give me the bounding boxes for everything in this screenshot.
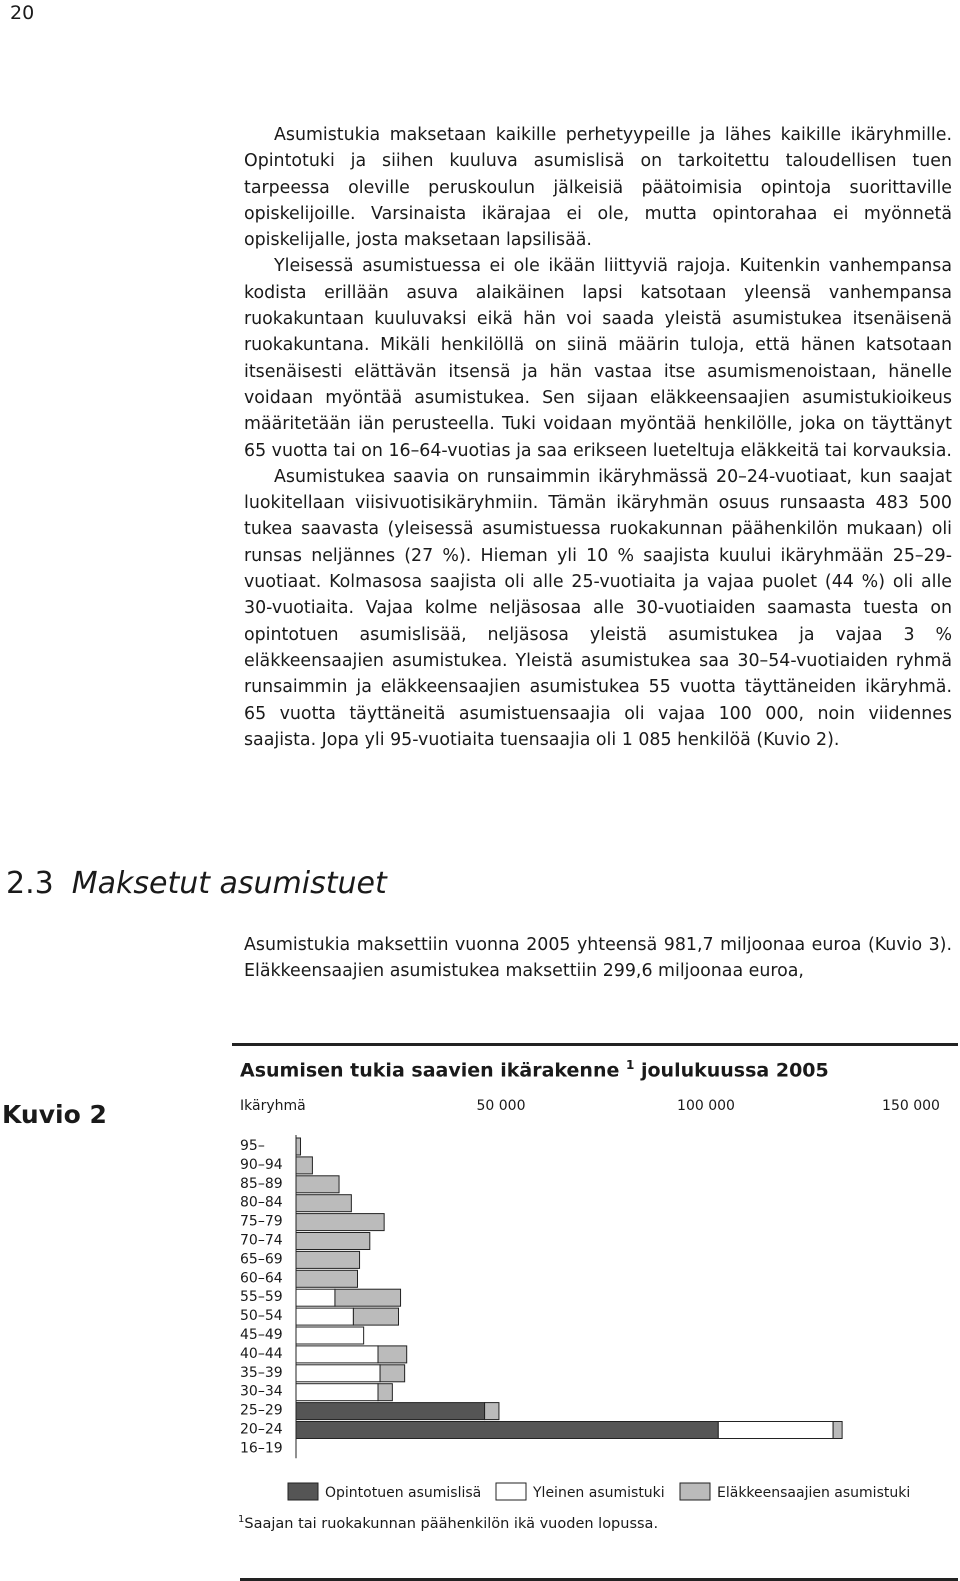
- section-paragraph: Asumistukia maksettiin vuonna 2005 yhteensä 981,7 miljoonaa euroa (Kuvio 3). Eläkkeensaajien asumistukea maksettiin 299,6 miljoonaa euroa,: [244, 935, 952, 982]
- category-label: 60–64: [240, 1270, 283, 1287]
- category-label: 20–24: [240, 1421, 283, 1438]
- bar: [296, 1365, 380, 1382]
- category-label: 90–94: [240, 1156, 283, 1173]
- category-label: 85–89: [240, 1175, 283, 1192]
- page-number: 20: [10, 2, 35, 24]
- bar: [296, 1138, 301, 1155]
- category-label: 30–34: [240, 1383, 283, 1400]
- bar: [296, 1384, 378, 1401]
- bar: [718, 1422, 833, 1439]
- category-label: 55–59: [240, 1289, 283, 1306]
- figure-title-text: Asumisen tukia saavien ikärakenne: [240, 1059, 620, 1082]
- bar: [296, 1289, 335, 1306]
- bar: [296, 1346, 378, 1363]
- bar: [485, 1403, 499, 1420]
- category-label: 16–19: [240, 1440, 283, 1457]
- category-label: 50–54: [240, 1308, 283, 1325]
- category-label: 95–: [240, 1138, 265, 1154]
- bar: [296, 1233, 370, 1250]
- bar: [380, 1365, 405, 1382]
- legend-swatch: [680, 1483, 710, 1500]
- bar: [296, 1176, 339, 1193]
- category-label: 75–79: [240, 1213, 283, 1230]
- bar: [833, 1422, 842, 1439]
- bar: [296, 1214, 384, 1231]
- legend-label: Eläkkeensaajien asumistuki: [717, 1485, 911, 1501]
- bar: [378, 1384, 392, 1401]
- paragraph-1: Asumistukia maksetaan kaikille perhetyypeille ja lähes kaikille ikäryhmille. Opintotuki ja siihen kuuluva asumislisä on tarkoitettu taloudellisen tuen tarpeessa oleville peruskoulun jälkeisiä päätoimisia opintoja suorittaville opiskelijoille. Varsinaista ikärajaa ei ole, mutta opintorahaa ei myönnetä opiskelijalle, josta maksetaan lapsilisää.: [244, 125, 952, 251]
- category-label: 70–74: [240, 1232, 283, 1249]
- legend-swatch: [496, 1483, 526, 1500]
- x-tick-label: 100 000: [677, 1098, 735, 1114]
- footnote-sup: 1: [238, 1514, 245, 1525]
- section-title: Maksetut asumistuet: [71, 866, 387, 901]
- category-label: 35–39: [240, 1364, 283, 1381]
- x-tick-label: 50 000: [476, 1098, 526, 1114]
- category-axis-label: Ikäryhmä: [240, 1098, 306, 1114]
- bar: [378, 1346, 407, 1363]
- bar: [296, 1270, 358, 1287]
- bar: [296, 1195, 351, 1212]
- paragraph-2: Yleisessä asumistuessa ei ole ikään liittyviä rajoja. Kuitenkin vanhempansa kodista erillään asuva alaikäinen lapsi katsotaan yleensä vanhempansa ruokakuntaan kuuluvaksi eikä hän voi saada yleistä asumistukea itsenäisenä ruokakuntana. Mikäli henkilöllä on siinä määrin tuloja, että hänen katsotaan itsenäisesti elättävän itsensä ja hän vastaa itse asumismenoistaan, hänelle voidaan myöntää asumistukea. Sen sijaan eläkkeensaajien asumistukioikeus määritetään iän perusteella. Tuki voidaan myöntää henkilölle, joka on täyttänyt 65 vuotta tai on 16–64-vuotias ja saa erikseen lueteltuja eläkkeitä tai korvauksia.: [244, 256, 952, 461]
- legend-swatch: [288, 1483, 318, 1500]
- paragraph-3: Asumistukea saavia on runsaimmin ikäryhmässä 20–24-vuotiaat, kun saajat luokitellaan viisivuotisikäryhmiin. Tämän ikäryhmän osuus runsaasta 483 500 tukea saavasta (yleisessä asumistuessa ruokakunnan päähenkilön mukaan) oli runsas neljännes (27 %). Hieman yli 10 % saajista kuului ikäryhmään 25–29-vuotiaat. Kolmasosa saajista oli alle 25-vuotiaita ja vajaa puolet (44 %) oli alle 30-vuotiaita. Vajaa kolme neljäsosaa alle 30-vuotiaiden saamasta tuesta on opintotuen asumislisää, neljäsosa yleistä asumistukea ja vajaa 3 % eläkkeensaajien asumistukea. Yleistä asumistukea saa 30–54-vuotiaiden ryhmä runsaimmin ja eläkkeensaajien asumistukea 55 vuotta täyttäneiden ikäryhmä. 65 vuotta täyttäneitä asumistuensaajia oli vajaa 100 000, noin viidennes saajista. Jopa yli 95-vuotiaita tuensaajia oli 1 085 henkilöä (Kuvio 2).: [244, 466, 952, 750]
- x-tick-label: 150 000: [882, 1098, 940, 1114]
- footnote-text: Saajan tai ruokakunnan päähenkilön ikä vuoden lopussa.: [244, 1515, 659, 1532]
- category-label: 45–49: [240, 1327, 283, 1343]
- category-label: 65–69: [240, 1251, 283, 1268]
- figure-title-suffix: joulukuussa 2005: [634, 1059, 829, 1082]
- section-number: 2.3: [6, 866, 54, 901]
- bar: [296, 1251, 360, 1268]
- bar: [296, 1422, 718, 1439]
- category-label: 25–29: [240, 1402, 283, 1419]
- legend-label: Yleinen asumistuki: [533, 1485, 665, 1501]
- bar: [296, 1403, 485, 1420]
- figure-label: Kuvio 2: [2, 1100, 107, 1129]
- category-label: 80–84: [240, 1194, 283, 1211]
- bar: [296, 1327, 364, 1344]
- bar: [335, 1289, 401, 1306]
- bar: [296, 1308, 353, 1325]
- bar: [296, 1157, 312, 1174]
- category-label: 40–44: [240, 1345, 283, 1362]
- figure-footnote: [238, 1514, 658, 1532]
- legend-label: Opintotuen asumislisä: [325, 1485, 482, 1501]
- bar: [353, 1308, 398, 1325]
- figure-title-sup: 1: [626, 1058, 635, 1072]
